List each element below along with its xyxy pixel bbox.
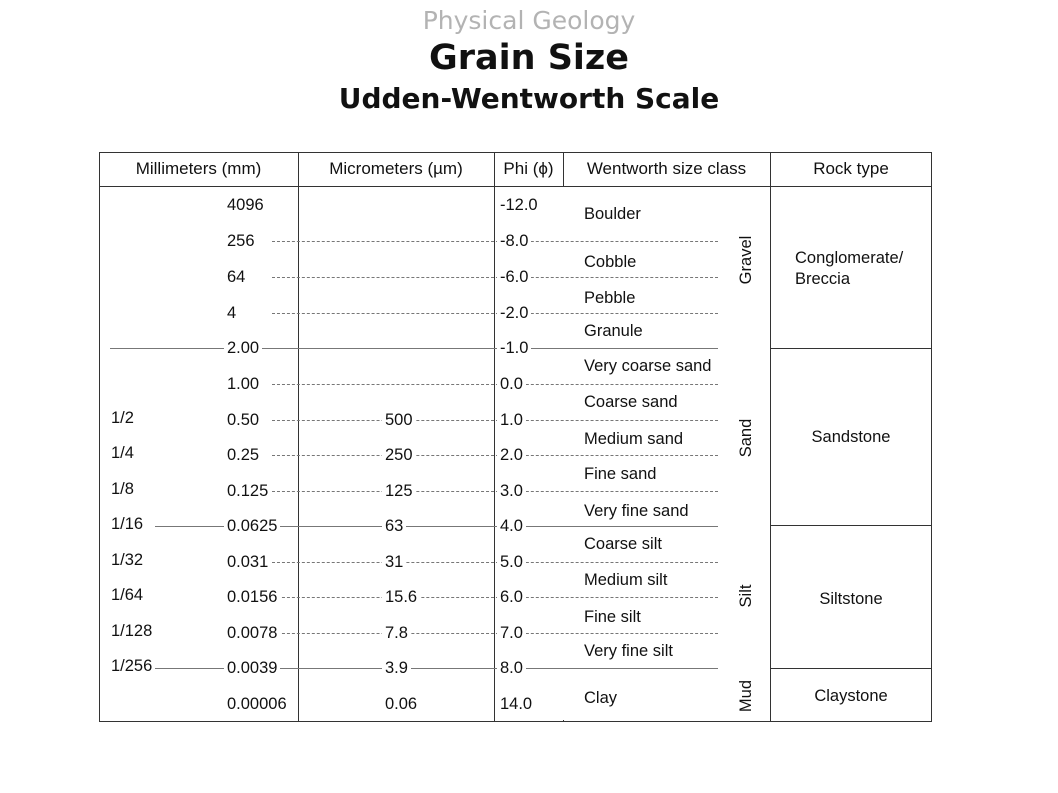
um-value-cell: 31 (382, 552, 406, 572)
size-class-coarse-silt: Coarse silt (584, 535, 662, 553)
header-rule (99, 186, 932, 187)
mm-value-cell: 0.031 (224, 552, 271, 572)
column-divider (494, 152, 495, 722)
mm-value-cell: 4 (224, 303, 239, 323)
column-divider (298, 152, 299, 722)
size-class-cobble: Cobble (584, 253, 637, 271)
phi-value-cell: -12.0 (497, 195, 541, 215)
group-label-sand: Sand (737, 418, 755, 458)
size-boundary-line (272, 241, 718, 242)
size-class-coarse-sand: Coarse sand (584, 393, 678, 411)
size-class-fine-silt: Fine silt (584, 608, 641, 626)
um-value-cell: 0.06 (382, 694, 420, 714)
size-class-clay: Clay (584, 689, 618, 707)
phi-value-cell: -6.0 (497, 267, 531, 287)
mm-value-cell: 2.00 (224, 338, 262, 358)
size-class-medium-silt: Medium silt (584, 571, 668, 589)
group-divider (770, 668, 932, 669)
size-boundary-line (272, 384, 718, 385)
column-divider (563, 720, 564, 722)
rock-type-siltstone: Siltstone (819, 590, 883, 608)
size-class-very-fine-sand: Very fine sand (584, 502, 689, 520)
mm-value-cell: 1.00 (224, 374, 262, 394)
size-class-boulder: Boulder (584, 205, 641, 223)
column-header-size-class: Wentworth size class (586, 159, 747, 178)
um-value-cell: 63 (382, 516, 406, 536)
mm-fraction-cell: 1/4 (108, 443, 137, 463)
column-header-phi: Phi (ϕ) (503, 159, 554, 178)
um-value-cell: 125 (382, 481, 416, 501)
rock-type-conglomerate: Conglomerate/ Breccia (795, 249, 904, 288)
column-header-um: Micrometers (µm) (329, 159, 463, 178)
mm-value-cell: 0.0039 (224, 658, 280, 678)
phi-value-cell: 0.0 (497, 374, 526, 394)
mm-value-cell: 0.25 (224, 445, 262, 465)
mm-fraction-cell: 1/64 (108, 585, 146, 605)
phi-value-cell: 6.0 (497, 587, 526, 607)
mm-value-cell: 4096 (224, 195, 267, 215)
group-divider (770, 348, 932, 349)
size-boundary-line (272, 420, 718, 421)
size-boundary-line (110, 348, 718, 349)
rock-type-sandstone: Sandstone (811, 428, 891, 446)
column-header-mm: Millimeters (mm) (135, 159, 262, 178)
size-boundary-line (272, 633, 718, 634)
group-label-mud: Mud (737, 679, 755, 713)
size-class-granule: Granule (584, 322, 643, 340)
mm-fraction-cell: 1/8 (108, 479, 137, 499)
mm-value-cell: 0.00006 (224, 694, 290, 714)
size-class-fine-sand: Fine sand (584, 465, 657, 483)
phi-value-cell: -1.0 (497, 338, 531, 358)
mm-value-cell: 0.0156 (224, 587, 280, 607)
mm-fraction-cell: 1/256 (108, 656, 155, 676)
mm-fraction-cell: 1/32 (108, 550, 146, 570)
size-boundary-line (272, 455, 718, 456)
phi-value-cell: 7.0 (497, 623, 526, 643)
size-class-very-fine-silt: Very fine silt (584, 642, 673, 660)
mm-fraction-cell: 1/16 (108, 514, 146, 534)
group-label-silt: Silt (737, 584, 755, 608)
phi-value-cell: 14.0 (497, 694, 535, 714)
phi-value-cell: -8.0 (497, 231, 531, 251)
size-boundary-line (272, 313, 718, 314)
phi-value-cell: 1.0 (497, 410, 526, 430)
size-boundary-line (272, 597, 718, 598)
mm-value-cell: 256 (224, 231, 258, 251)
mm-value-cell: 64 (224, 267, 248, 287)
group-label-gravel: Gravel (737, 235, 755, 285)
phi-value-cell: 3.0 (497, 481, 526, 501)
phi-value-cell: 2.0 (497, 445, 526, 465)
rock-type-claystone: Claystone (814, 687, 888, 705)
size-class-medium-sand: Medium sand (584, 430, 684, 448)
size-boundary-line (272, 562, 718, 563)
phi-value-cell: -2.0 (497, 303, 531, 323)
um-value-cell: 500 (382, 410, 416, 430)
um-value-cell: 250 (382, 445, 416, 465)
page-title: Grain Size (428, 38, 630, 78)
mm-fraction-cell: 1/128 (108, 621, 155, 641)
size-class-very-coarse-sand: Very coarse sand (584, 357, 712, 375)
um-value-cell: 15.6 (382, 587, 420, 607)
phi-value-cell: 5.0 (497, 552, 526, 572)
um-value-cell: 7.8 (382, 623, 411, 643)
column-header-rock-type: Rock type (813, 159, 889, 178)
group-divider (770, 525, 932, 526)
um-value-cell: 3.9 (382, 658, 411, 678)
mm-value-cell: 0.50 (224, 410, 262, 430)
size-boundary-line (272, 277, 718, 278)
phi-value-cell: 8.0 (497, 658, 526, 678)
mm-fraction-cell: 1/2 (108, 408, 137, 428)
mm-value-cell: 0.125 (224, 481, 271, 501)
size-class-pebble: Pebble (584, 289, 636, 307)
size-boundary-line (272, 491, 718, 492)
course-label: Physical Geology (422, 6, 636, 35)
mm-value-cell: 0.0078 (224, 623, 280, 643)
mm-value-cell: 0.0625 (224, 516, 280, 536)
phi-value-cell: 4.0 (497, 516, 526, 536)
page-subtitle: Udden-Wentworth Scale (338, 82, 720, 115)
